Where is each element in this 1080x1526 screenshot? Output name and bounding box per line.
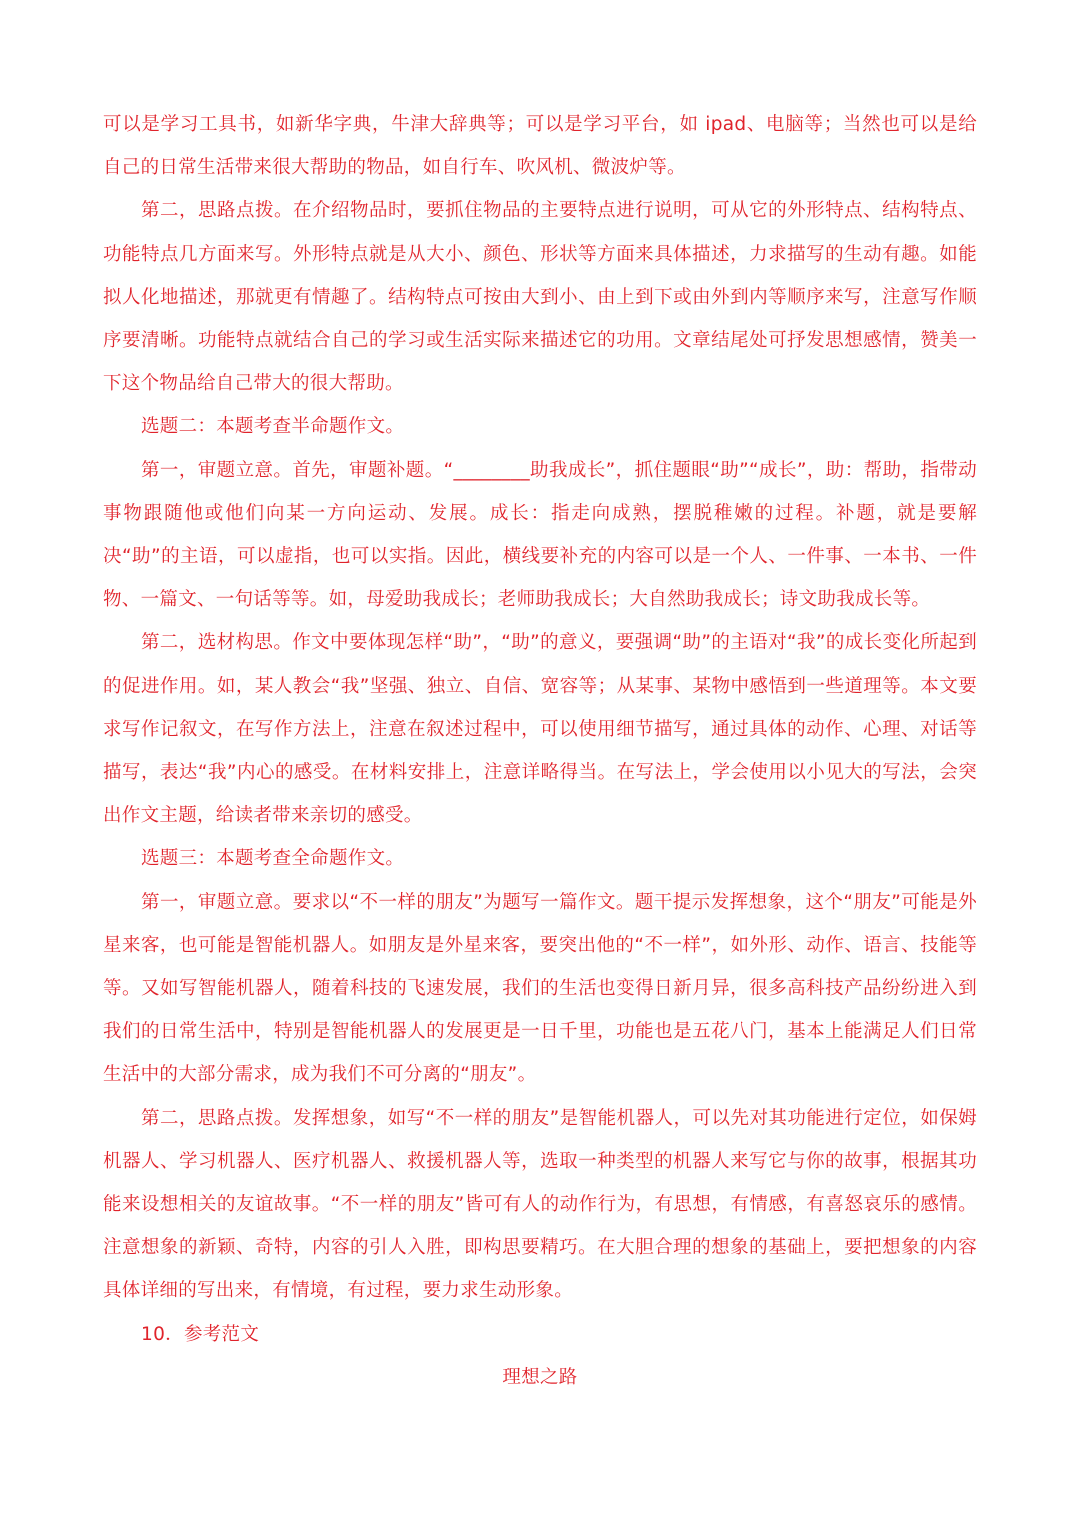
paragraph-topic2-analysis: 第一，审题立意。首先，审题补题。“________助我成长”，抓住题眼“助”“成长”，助：帮助，指带动事物跟随他或他们向某一方向运动、发展。成长：指走向成熟，摆脱稚嫩的过程。补题，就是要解决“助”的主语，可以虚指，也可以实指。因此，横线要补充的内容可以是一个人、一件事、一本书、一件物、一篇文、一句话等等。如，母爱助我成长；老师助我成长；大自然助我成长；诗文助我成长等。	[103, 459, 977, 611]
paragraph-topic3-approach: 第二，思路点拨。发挥想象，如写“不一样的朋友”是智能机器人，可以先对其功能进行定位，如保姆机器人、学习机器人、医疗机器人、救援机器人等，选取一种类型的机器人来写它与你的故事，根据其功能来设想相关的友谊故事。“不一样的朋友”皆可有人的动作行为，有思想，有情感，有喜怒哀乐的感情。注意想象的新颖、奇特，内容的引人入胜，即构思要精巧。在大胆合理的想象的基础上，要把想象的内容具体详细的写出来，有情境，有过程，要力求生动形象。	[103, 1107, 977, 1302]
paragraph-reference-heading: 10．参考范文	[141, 1323, 260, 1345]
paragraph-continuation: 可以是学习工具书，如新华字典，牛津大辞典等；可以是学习平台，如 ipad、电脑等；当然也可以是给自己的日常生活带来很大帮助的物品，如自行车、吹风机、微波炉等。	[103, 114, 977, 179]
essay-title: 理想之路	[502, 1366, 578, 1388]
paragraph-topic2-heading: 选题二：本题考查半命题作文。	[141, 416, 405, 438]
paragraph-topic2-material: 第二，选材构思。作文中要体现怎样“助”，“助”的意义，要强调“助”的主语对“我”的成长变化所起到的促进作用。如，某人教会“我”坚强、独立、自信、宽容等；从某事、某物中感悟到一些道理等。本文要求写作记叙文，在写作方法上，注意在叙述过程中，可以使用细节描写，通过具体的动作、心理、对话等描写，表达“我”内心的感受。在材料安排上，注意详略得当。在写法上，学会使用以小见大的写法，会突出作文主题，给读者带来亲切的感受。	[103, 632, 977, 827]
document-body	[103, 103, 977, 1399]
paragraph-topic1-approach: 第二，思路点拨。在介绍物品时，要抓住物品的主要特点进行说明，可从它的外形特点、结构特点、功能特点几方面来写。外形特点就是从大小、颜色、形状等方面来具体描述，力求描写的生动有趣。如能拟人化地描述，那就更有情趣了。结构特点可按由大到小、由上到下或由外到内等顺序来写，注意写作顺序要清晰。功能特点就结合自己的学习或生活实际来描述它的功用。文章结尾处可抒发思想感情，赞美一下这个物品给自己带大的很大帮助。	[103, 200, 977, 395]
paragraph-topic3-analysis: 第一，审题立意。要求以“不一样的朋友”为题写一篇作文。题干提示发挥想象，这个“朋友”可能是外星来客，也可能是智能机器人。如朋友是外星来客，要突出他的“不一样”，如外形、动作、语言、技能等等。又如写智能机器人，随着科技的飞速发展，我们的生活也变得日新月异，很多高科技产品纷纷进入到我们的日常生活中，特别是智能机器人的发展更是一日千里，功能也是五花八门，基本上能满足人们日常生活中的大部分需求，成为我们不可分离的“朋友”。	[103, 891, 977, 1086]
paragraph-topic3-heading: 选题三：本题考查全命题作文。	[141, 848, 405, 870]
